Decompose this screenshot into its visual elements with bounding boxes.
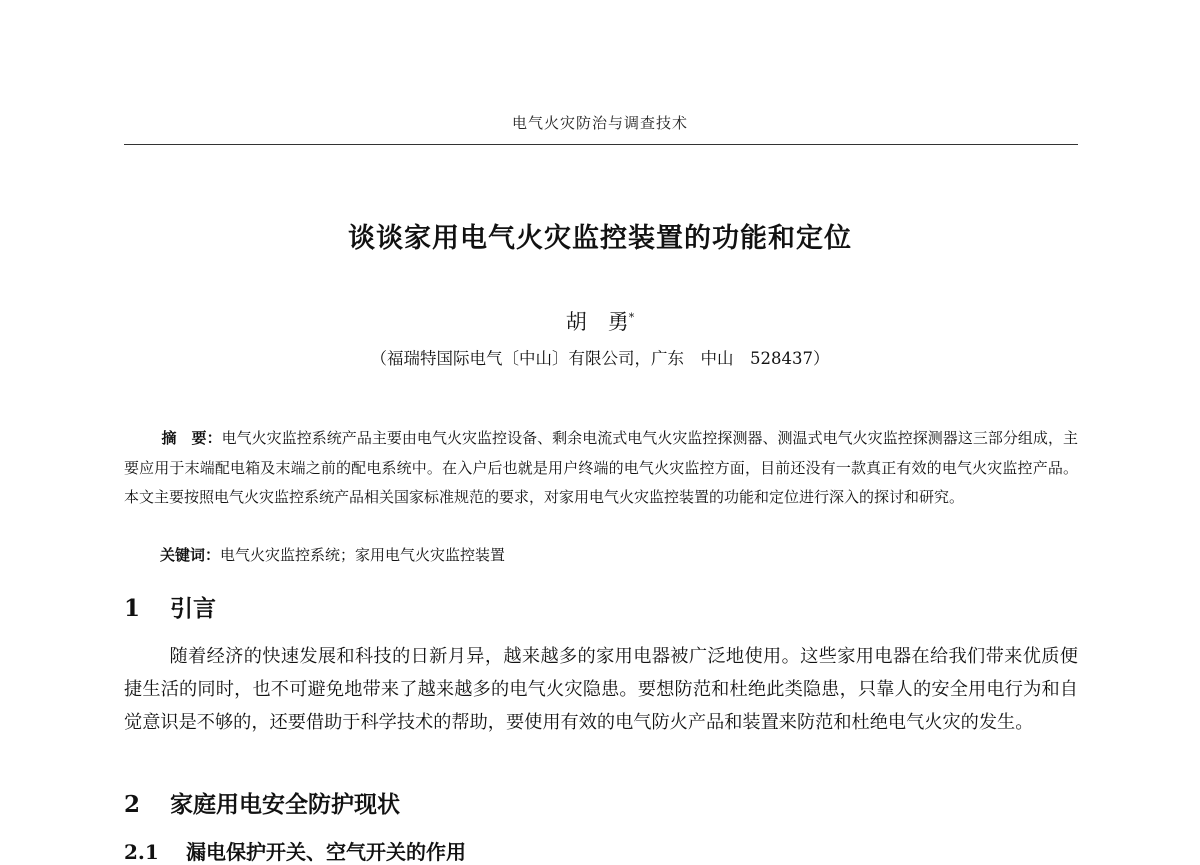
section-2-1-number: 2.1	[124, 840, 159, 864]
author-name: 胡 勇	[565, 310, 629, 334]
section-1-heading	[124, 590, 216, 623]
author-line	[0, 306, 1200, 336]
section-2-1-heading	[124, 836, 466, 865]
author-footnote-mark: *	[628, 311, 635, 324]
keywords	[160, 544, 1078, 565]
section-2-heading	[124, 786, 400, 819]
section-1-number: 1	[124, 595, 141, 622]
paper-title: 谈谈家用电气火灾监控装置的功能和定位	[348, 223, 852, 254]
section-1-title: 引言	[170, 596, 216, 622]
keywords-label: 关键词：	[160, 546, 221, 564]
section-2-1-title: 漏电保护开关、空气开关的作用	[186, 840, 466, 864]
abstract-label: 摘 要：	[161, 429, 222, 447]
abstract-text: 电气火灾监控系统产品主要由电气火灾监控设备、剩余电流式电气火灾监控探测器、测温式电气火灾监控探测器这三部分组成，主要应用于末端配电箱及末端之前的配电系统中。在入户后也就是用户终端的电气火灾监控方面，目前还没有一款真正有效的电气火灾监控产品。本文主要按照电气火灾监控系统产品相关国家标准规范的要求，对家用电气火灾监控装置的功能和定位进行深入的探讨和研究。	[124, 429, 1078, 506]
section-1-paragraph: 随着经济的快速发展和科技的日新月异，越来越多的家用电器被广泛地使用。这些家用电器在给我们带来优质便捷生活的同时，也不可避免地带来了越来越多的电气火灾隐患。要想防范和杜绝此类隐患，只靠人的安全用电行为和自觉意识是不够的，还要借助于科学技术的帮助，要使用有效的电气防火产品和装置来防范和杜绝电气火灾的发生。	[124, 646, 1078, 733]
running-header: 电气火灾防治与调查技术	[511, 114, 688, 132]
keywords-text: 电气火灾监控系统；家用电气火灾监控装置	[220, 546, 506, 564]
abstract	[124, 424, 1078, 513]
header-rule	[124, 144, 1078, 145]
section-2-number: 2	[124, 791, 141, 818]
section-2-title: 家庭用电安全防护现状	[170, 792, 400, 818]
affiliation: （福瑞特国际电气〔中山〕有限公司，广东 中山 528437）	[370, 349, 830, 368]
